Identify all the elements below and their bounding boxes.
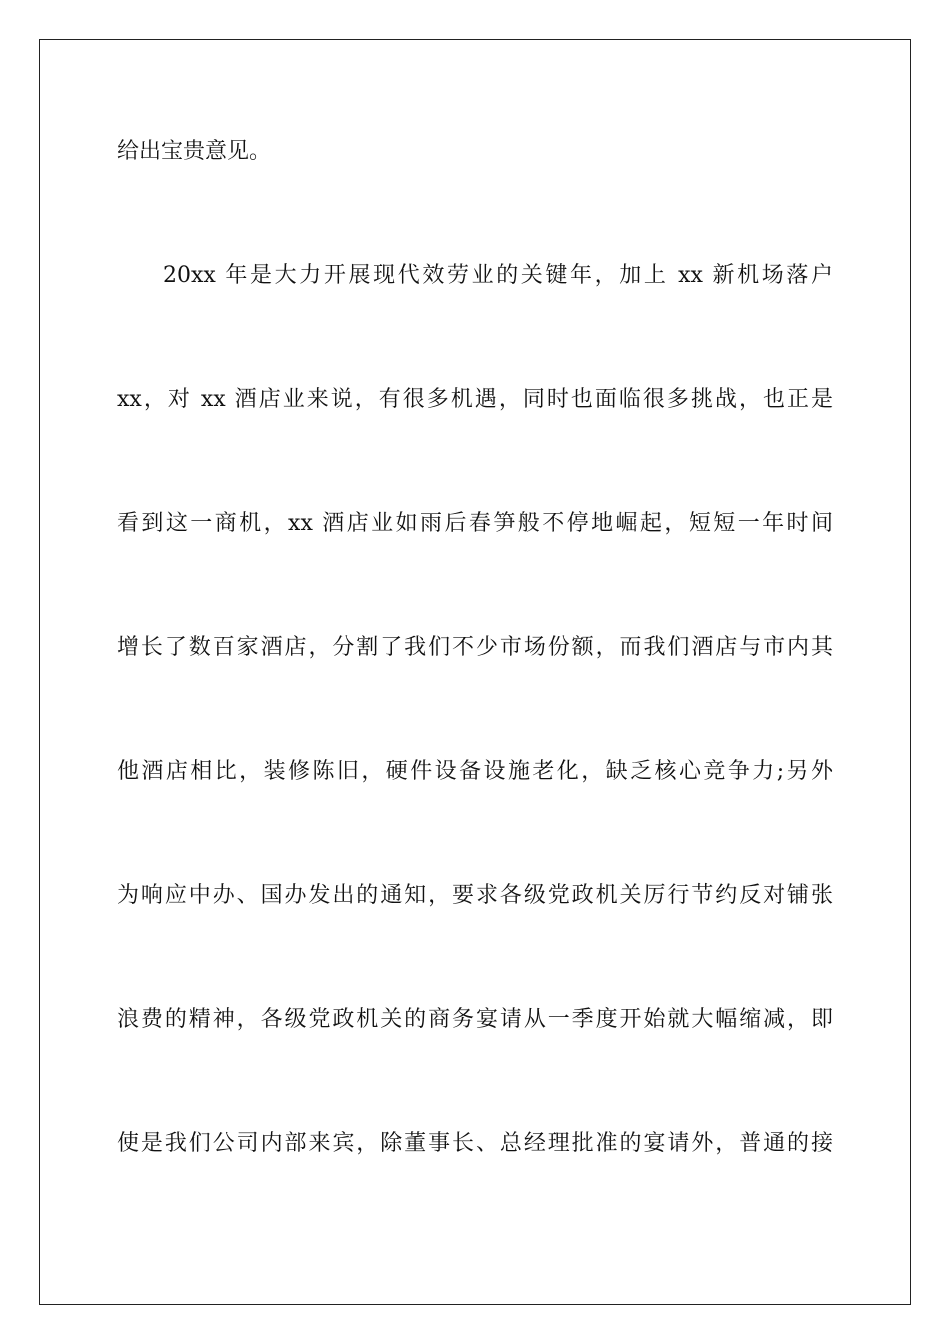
text-line: 看到这一商机，xx 酒店业如雨后春笋般不停地崛起，短短一年时间 xyxy=(117,511,833,536)
text-line: 给出宝贵意见。 xyxy=(117,139,272,164)
text-line: 为响应中办、国办发出的通知，要求各级党政机关厉行节约反对铺张 xyxy=(117,883,833,908)
paragraph-first-line: 20xx 年是大力开展现代效劳业的关键年，加上 xx 新机场落户 xyxy=(163,263,833,288)
page-border xyxy=(39,39,911,1305)
text-line: 他酒店相比，装修陈旧，硬件设备设施老化，缺乏核心竞争力;另外 xyxy=(117,759,833,784)
text-line: 浪费的精神，各级党政机关的商务宴请从一季度开始就大幅缩减，即 xyxy=(117,1007,833,1032)
text-line: 增长了数百家酒店，分割了我们不少市场份额，而我们酒店与市内其 xyxy=(117,635,833,660)
text-line: 使是我们公司内部来宾，除董事长、总经理批准的宴请外，普通的接 xyxy=(117,1131,833,1156)
text-line: xx，对 xx 酒店业来说，有很多机遇，同时也面临很多挑战，也正是 xyxy=(117,387,833,412)
